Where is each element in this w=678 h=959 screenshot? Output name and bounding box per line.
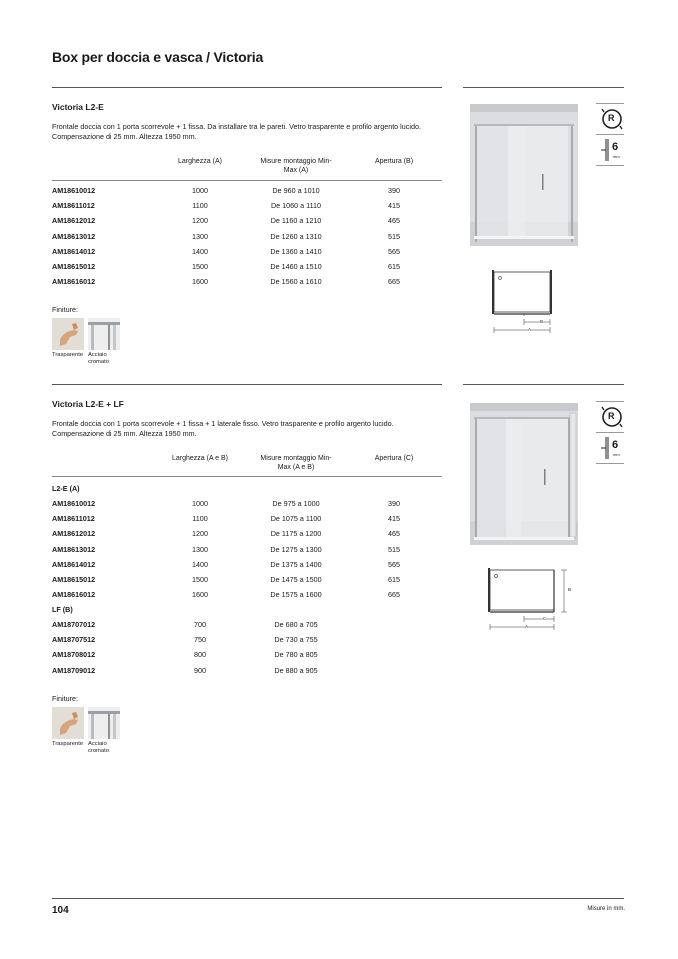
thickness-value: 6 <box>612 141 619 153</box>
footer-rule <box>52 898 624 899</box>
thickness-value: 6 <box>612 439 619 451</box>
opening-value: 390 <box>388 499 400 508</box>
product-code: AM18611012 <box>52 514 95 524</box>
opening-value: 565 <box>388 559 400 569</box>
table-row <box>52 262 442 277</box>
width-value: 1100 <box>192 201 208 211</box>
s2-finishes-label: Finiture: <box>52 694 78 703</box>
table-row <box>52 590 442 605</box>
s2-header-width: Larghezza (A e B) <box>171 455 229 462</box>
opening-value: 615 <box>388 262 400 271</box>
opening-value: 415 <box>388 201 400 211</box>
table-row <box>52 247 442 262</box>
product-code: AM18614012 <box>52 246 96 256</box>
s1-header-width: Larghezza (A) <box>178 158 222 165</box>
s1-diagram-label-a: A <box>528 327 532 332</box>
glass-thickness-icon <box>596 137 630 163</box>
s1-header-rule <box>52 180 442 181</box>
width-value: 1100 <box>192 514 208 524</box>
width-value: 1500 <box>192 262 208 271</box>
swatch-trasparente <box>52 707 84 739</box>
table-row <box>52 635 442 650</box>
s1-icon-rule-mid <box>596 134 624 135</box>
reversible-icon <box>596 404 630 430</box>
product-code: AM18613012 <box>52 231 96 241</box>
s2-icon-rule-bottom <box>596 463 624 464</box>
s1-diagram-label-b: B <box>540 319 544 324</box>
product-code: AM18707512 <box>52 635 96 645</box>
opening-value: 515 <box>388 231 400 241</box>
opening-value: 565 <box>388 246 400 256</box>
opening-value: 465 <box>388 529 400 539</box>
width-value: 1200 <box>192 529 208 539</box>
opening-value: 615 <box>388 575 400 584</box>
width-value: 750 <box>194 635 206 645</box>
swatch-trasparente <box>52 318 84 350</box>
product-code: AM18615012 <box>52 575 96 584</box>
width-value: 900 <box>194 665 206 675</box>
table-row <box>52 529 442 544</box>
s1-header-opening: Apertura (B) <box>374 158 414 165</box>
page-title: Box per doccia e vasca / Victoria <box>52 49 264 65</box>
range-value: De 880 a 905 <box>274 665 318 675</box>
s1-icon-rule-top <box>596 103 624 104</box>
width-value: 1500 <box>192 575 208 584</box>
product-code: AM18612012 <box>52 216 96 226</box>
width-value: 1400 <box>192 246 208 256</box>
opening-value: 665 <box>388 277 400 287</box>
s2-group-a-label: L2-E (A) <box>52 484 80 493</box>
product-code: AM18615012 <box>52 262 96 271</box>
s1-finishes-label: Finiture: <box>52 305 78 314</box>
product-code: AM18709012 <box>52 665 96 675</box>
s2-icon-rule-top <box>596 401 624 402</box>
range-value: De 1575 a 1600 <box>270 590 322 600</box>
reversible-icon <box>596 106 630 132</box>
table-row <box>52 560 442 575</box>
range-value: De 1160 a 1210 <box>270 216 322 226</box>
product-code: AM18614012 <box>52 559 96 569</box>
product-code: AM18616012 <box>52 590 96 600</box>
opening-value: 415 <box>388 514 400 524</box>
range-value: De 1075 a 1100 <box>270 514 322 524</box>
table-row <box>52 201 442 216</box>
section1-description: Frontale doccia con 1 porta scorrevole + 1 fissa. Da installare tra le pareti. Vetro trasparente e profilo argento lucido. Compensazione di 25 mm. Altezza 1950 mm. <box>52 122 421 141</box>
range-value: De 780 a 805 <box>274 650 318 660</box>
table-row <box>52 186 442 201</box>
range-value: De 975 a 1000 <box>272 499 320 508</box>
product-code: AM18610012 <box>52 186 96 195</box>
section1-rule <box>52 87 442 88</box>
width-value: 1600 <box>192 590 208 600</box>
product-code: AM18616012 <box>52 277 96 287</box>
thickness-unit: mm <box>613 154 620 159</box>
s2-header-range: Misure montaggio Min-Max (A e B) <box>260 455 332 471</box>
s2-diagram-label-b: B <box>568 587 572 592</box>
range-value: De 1475 a 1500 <box>270 575 322 584</box>
product-code: AM18611012 <box>52 201 95 211</box>
reversible-icon-letter: R <box>608 113 615 123</box>
opening-value: 465 <box>388 216 400 226</box>
section2-rule-right <box>463 384 624 385</box>
range-value: De 1375 a 1400 <box>270 559 322 569</box>
range-value: De 680 a 705 <box>274 620 318 629</box>
table-row <box>52 650 442 665</box>
section1-rule-right <box>463 87 624 88</box>
width-value: 700 <box>194 620 206 629</box>
s1-product-photo <box>470 104 578 246</box>
s1-header-range: Misure montaggio Min-Max (A) <box>260 158 332 174</box>
range-value: De 960 a 1010 <box>272 186 320 195</box>
width-value: 1300 <box>192 544 208 554</box>
opening-value: 390 <box>388 186 400 195</box>
s2-finish-label-1: Trasparente <box>52 741 84 747</box>
page-number: 104 <box>52 905 69 916</box>
s2-product-photo <box>470 403 578 545</box>
width-value: 1300 <box>192 231 208 241</box>
section2-description: Frontale doccia con 1 porta scorrevole + 1 fissa + 1 laterale fisso. Vetro trasparente e profilo argento lucido. Compensazione di 25 mm. Altezza 1950 mm. <box>52 419 394 438</box>
range-value: De 1275 a 1300 <box>270 544 322 554</box>
width-value: 800 <box>194 650 206 660</box>
range-value: De 1260 a 1310 <box>270 231 322 241</box>
range-value: De 1460 a 1510 <box>270 262 322 271</box>
range-value: De 1360 a 1410 <box>270 246 322 256</box>
product-code: AM18612012 <box>52 529 96 539</box>
s2-group-b-label: LF (B) <box>52 605 73 614</box>
table-row <box>52 514 442 529</box>
table-row <box>52 216 442 231</box>
section1-title: Victoria L2-E <box>52 102 104 112</box>
table-row <box>52 666 442 681</box>
s2-group-a <box>52 484 442 499</box>
range-value: De 1560 a 1610 <box>270 277 322 287</box>
section2-title: Victoria L2-E + LF <box>52 399 124 409</box>
s2-header-rule <box>52 476 442 477</box>
section2-rule <box>52 384 442 385</box>
glass-thickness-icon <box>596 435 630 461</box>
table-row <box>52 575 442 590</box>
swatch-acciaio-cromato <box>88 318 120 350</box>
width-value: 1000 <box>192 499 208 508</box>
s2-plan-diagram <box>484 566 580 634</box>
range-value: De 1175 a 1200 <box>270 529 322 539</box>
opening-value: 515 <box>388 544 400 554</box>
s1-icon-rule-bottom <box>596 165 624 166</box>
s1-finish-label-1: Trasparente <box>52 352 84 358</box>
s2-diagram-label-a: A <box>525 624 529 629</box>
width-value: 1400 <box>192 559 208 569</box>
footer-note: Misure in mm. <box>587 906 625 912</box>
swatch-acciaio-cromato <box>88 707 120 739</box>
opening-value: 665 <box>388 590 400 600</box>
product-code: AM18707012 <box>52 620 96 629</box>
table-row <box>52 499 442 514</box>
table-row <box>52 277 442 292</box>
table-row <box>52 232 442 247</box>
reversible-icon-letter: R <box>608 411 615 421</box>
range-value: De 1060 a 1110 <box>270 201 322 211</box>
s2-diagram-label-c: C <box>543 616 547 621</box>
width-value: 1200 <box>192 216 208 226</box>
product-code: AM18613012 <box>52 544 96 554</box>
table-row <box>52 620 442 635</box>
s2-icon-rule-mid <box>596 432 624 433</box>
table-row <box>52 545 442 560</box>
width-value: 1600 <box>192 277 208 287</box>
s1-finish-label-2: Acciaio cromato <box>88 352 109 365</box>
s2-finish-label-2: Acciaio cromato <box>88 741 109 754</box>
s2-header-opening: Apertura (C) <box>374 455 414 462</box>
s2-group-b <box>52 605 442 620</box>
thickness-unit: mm <box>613 452 620 457</box>
width-value: 1000 <box>192 186 208 195</box>
product-code: AM18708012 <box>52 650 96 660</box>
range-value: De 730 a 755 <box>274 635 318 645</box>
s1-plan-diagram <box>490 268 570 338</box>
product-code: AM18610012 <box>52 499 96 508</box>
